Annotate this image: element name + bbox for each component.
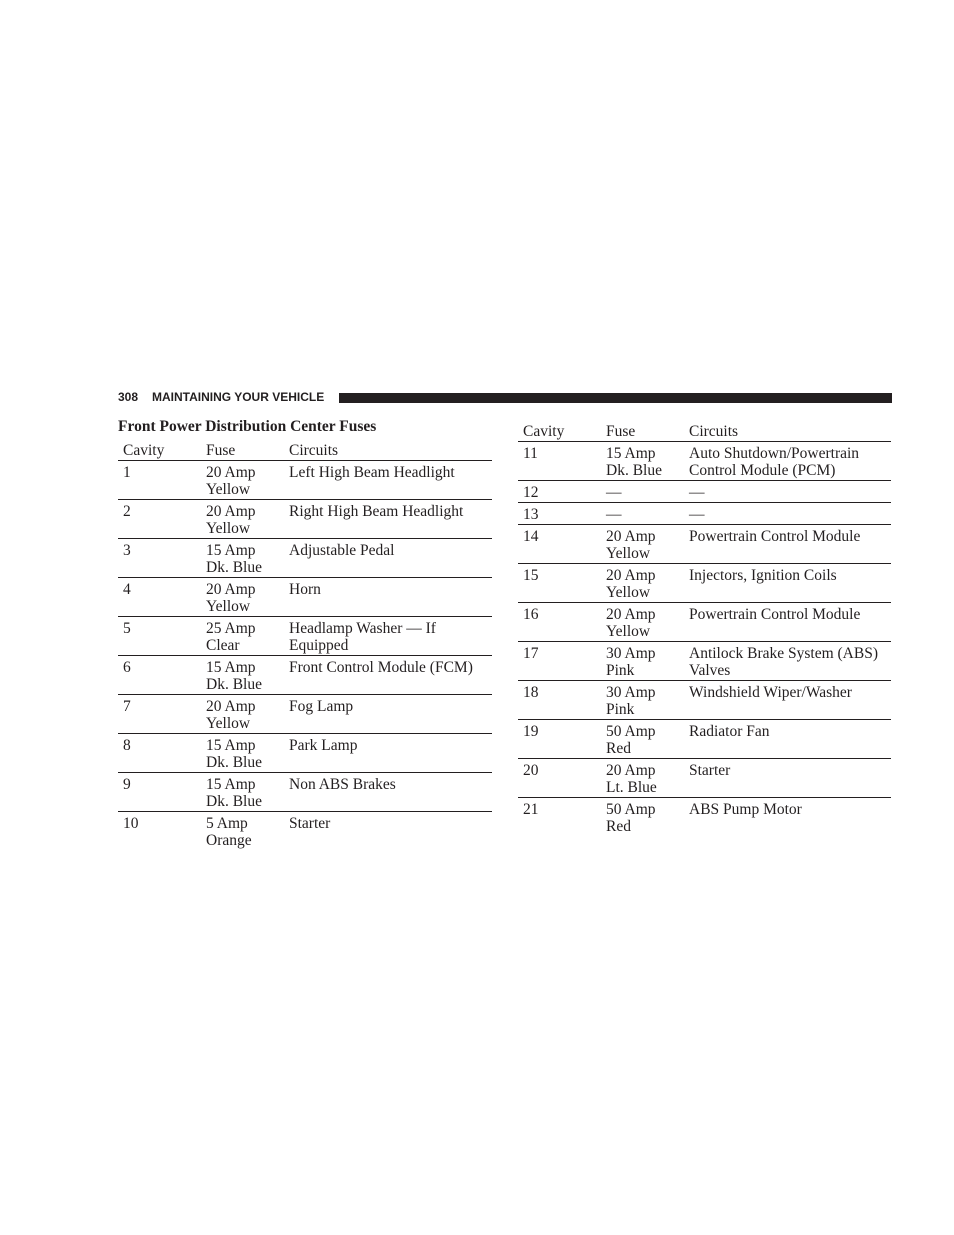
fuse-cell [601, 503, 684, 525]
cavity-cell [518, 603, 601, 642]
cavity-value: 3 [123, 542, 131, 559]
fuse-table-left [118, 442, 492, 850]
fuse-line: Dk. Blue [606, 462, 662, 479]
circuits-line: Park Lamp [289, 737, 358, 754]
fuse-cell [601, 798, 684, 837]
circuits-line: Radiator Fan [689, 723, 770, 740]
fuse-cell [601, 525, 684, 564]
fuse-line: Yellow [206, 481, 251, 498]
circuits-cell [284, 773, 492, 812]
cavity-cell [518, 798, 601, 837]
circuits-cell [284, 695, 492, 734]
fuse-header: Fuse [601, 423, 684, 442]
fuse-line: 20 Amp [206, 464, 256, 481]
circuits-line: Equipped [289, 637, 349, 654]
cavity-value: 1 [123, 464, 131, 481]
circuits-cell [284, 812, 492, 851]
table-row [118, 734, 492, 773]
circuits-line: — [689, 506, 705, 523]
fuse-line: Dk. Blue [206, 793, 262, 810]
fuse-line: — [606, 484, 622, 501]
fuse-cell [201, 734, 284, 773]
circuits-line: Headlamp Washer — If [289, 620, 436, 637]
table-row [118, 461, 492, 500]
fuse-cell [201, 695, 284, 734]
circuits-line: Injectors, Ignition Coils [689, 567, 837, 584]
cavity-value: 13 [523, 506, 539, 523]
fuse-line: 20 Amp [206, 698, 256, 715]
circuits-header: Circuits [284, 442, 492, 461]
circuits-line: ABS Pump Motor [689, 801, 802, 818]
fuse-line: 20 Amp [606, 567, 656, 584]
circuits-line: — [689, 484, 705, 501]
fuse-line: 20 Amp [206, 503, 256, 520]
circuits-cell [684, 564, 891, 603]
section-title: MAINTAINING YOUR VEHICLE [152, 390, 325, 404]
cavity-value: 14 [523, 528, 539, 545]
table-row [118, 617, 492, 656]
circuits-cell [684, 481, 891, 503]
cavity-value: 5 [123, 620, 131, 637]
circuits-line: Auto Shutdown/Powertrain [689, 445, 860, 462]
circuits-line: Starter [689, 762, 731, 779]
table-row [118, 500, 492, 539]
cavity-cell [518, 503, 601, 525]
table-row [518, 798, 891, 837]
cavity-value: 7 [123, 698, 131, 715]
cavity-cell [118, 578, 201, 617]
table-row [118, 656, 492, 695]
cavity-cell [118, 539, 201, 578]
fuse-line: Yellow [206, 598, 251, 615]
table-row [118, 695, 492, 734]
fuse-table-right [518, 423, 891, 836]
table-row [118, 812, 492, 851]
fuse-line: Pink [606, 701, 635, 718]
table-row [118, 578, 492, 617]
fuse-line: Red [606, 740, 631, 757]
cavity-cell [518, 442, 601, 481]
fuse-cell [201, 461, 284, 500]
fuse-cell [601, 720, 684, 759]
fuse-line: 30 Amp [606, 645, 656, 662]
page-number: 308 [118, 390, 139, 404]
cavity-cell [118, 500, 201, 539]
cavity-cell [118, 461, 201, 500]
fuse-line: 20 Amp [606, 528, 656, 545]
cavity-value: 10 [123, 815, 139, 832]
cavity-header: Cavity [518, 423, 601, 442]
circuits-line: Powertrain Control Module [689, 528, 861, 545]
fuse-cell [601, 564, 684, 603]
circuits-line: Powertrain Control Module [689, 606, 861, 623]
fuse-line: 20 Amp [606, 762, 656, 779]
fuse-cell [201, 539, 284, 578]
cavity-value: 8 [123, 737, 131, 754]
fuse-cell [201, 617, 284, 656]
circuits-cell [684, 642, 891, 681]
cavity-cell [518, 720, 601, 759]
fuse-line: 15 Amp [206, 776, 256, 793]
header-rule [339, 393, 892, 403]
cavity-cell [118, 773, 201, 812]
cavity-cell [118, 617, 201, 656]
fuse-line: 15 Amp [206, 542, 256, 559]
circuits-cell [684, 720, 891, 759]
cavity-value: 4 [123, 581, 131, 598]
cavity-header: Cavity [118, 442, 201, 461]
cavity-value: 20 [523, 762, 539, 779]
circuits-cell [284, 461, 492, 500]
fuse-line: 5 Amp [206, 815, 248, 832]
table-row [118, 539, 492, 578]
fuse-line: Yellow [606, 623, 651, 640]
circuits-cell [284, 734, 492, 773]
table-row [518, 442, 891, 481]
fuse-line: Dk. Blue [206, 676, 262, 693]
fuse-header: Fuse [201, 442, 284, 461]
cavity-value: 16 [523, 606, 539, 623]
fuse-cell [201, 812, 284, 851]
circuits-line: Horn [289, 581, 321, 598]
table-row [518, 503, 891, 525]
table-row [518, 759, 891, 798]
circuits-cell [284, 617, 492, 656]
circuits-line: Adjustable Pedal [289, 542, 395, 559]
circuits-line: Right High Beam Headlight [289, 503, 464, 520]
circuits-cell [284, 500, 492, 539]
fuse-cell [201, 656, 284, 695]
table-row [518, 681, 891, 720]
fuse-line: Red [606, 818, 631, 835]
fuse-line: 25 Amp [206, 620, 256, 637]
fuse-line: Yellow [606, 545, 651, 562]
cavity-value: 11 [523, 445, 538, 462]
fuse-cell [601, 603, 684, 642]
circuits-cell [684, 759, 891, 798]
cavity-cell [518, 642, 601, 681]
cavity-value: 17 [523, 645, 539, 662]
circuits-cell [284, 578, 492, 617]
circuits-cell [684, 681, 891, 720]
fuse-cell [601, 681, 684, 720]
table-row [518, 642, 891, 681]
circuits-line: Front Control Module (FCM) [289, 659, 473, 676]
fuse-cell [601, 759, 684, 798]
circuits-cell [284, 656, 492, 695]
fuse-line: 50 Amp [606, 801, 656, 818]
circuits-cell [684, 442, 891, 481]
table-row [518, 603, 891, 642]
fuse-line: Yellow [206, 715, 251, 732]
cavity-cell [518, 681, 601, 720]
fuse-cell [201, 773, 284, 812]
fuse-line: 15 Amp [606, 445, 656, 462]
cavity-value: 15 [523, 567, 539, 584]
cavity-cell [518, 481, 601, 503]
cavity-cell [518, 564, 601, 603]
table-row [518, 564, 891, 603]
cavity-value: 6 [123, 659, 131, 676]
fuse-line: 20 Amp [606, 606, 656, 623]
circuits-line: Windshield Wiper/Washer [689, 684, 852, 701]
table-header-row [118, 442, 492, 461]
cavity-cell [118, 695, 201, 734]
page-header [118, 390, 892, 404]
circuits-line: Control Module (PCM) [689, 462, 836, 479]
table-title: Front Power Distribution Center Fuses [118, 418, 377, 435]
circuits-cell [684, 798, 891, 837]
circuits-header: Circuits [684, 423, 891, 442]
cavity-value: 2 [123, 503, 131, 520]
cavity-cell [118, 656, 201, 695]
table-row [518, 525, 891, 564]
fuse-line: 15 Amp [206, 737, 256, 754]
cavity-value: 12 [523, 484, 539, 501]
table-row [518, 720, 891, 759]
fuse-line: Orange [206, 832, 252, 849]
fuse-line: 20 Amp [206, 581, 256, 598]
fuse-line: 50 Amp [606, 723, 656, 740]
circuits-cell [684, 525, 891, 564]
cavity-value: 21 [523, 801, 539, 818]
fuse-line: — [606, 506, 622, 523]
fuse-cell [601, 642, 684, 681]
cavity-value: 9 [123, 776, 131, 793]
circuits-line: Non ABS Brakes [289, 776, 396, 793]
circuits-line: Valves [689, 662, 731, 679]
fuse-line: 30 Amp [606, 684, 656, 701]
circuits-line: Fog Lamp [289, 698, 354, 715]
fuse-line: Dk. Blue [206, 754, 262, 771]
circuits-cell [284, 539, 492, 578]
cavity-value: 19 [523, 723, 539, 740]
cavity-cell [518, 525, 601, 564]
circuits-line: Antilock Brake System (ABS) [689, 645, 878, 662]
fuse-line: Yellow [606, 584, 651, 601]
fuse-line: Dk. Blue [206, 559, 262, 576]
circuits-cell [684, 603, 891, 642]
fuse-cell [201, 500, 284, 539]
circuits-line: Left High Beam Headlight [289, 464, 455, 481]
fuse-cell [201, 578, 284, 617]
cavity-cell [118, 812, 201, 851]
fuse-line: Yellow [206, 520, 251, 537]
circuits-line: Starter [289, 815, 331, 832]
table-row [118, 773, 492, 812]
fuse-line: 15 Amp [206, 659, 256, 676]
cavity-cell [518, 759, 601, 798]
table-header-row [518, 423, 891, 442]
table-row [518, 481, 891, 503]
fuse-cell [601, 481, 684, 503]
fuse-line: Clear [206, 637, 240, 654]
cavity-value: 18 [523, 684, 539, 701]
fuse-line: Pink [606, 662, 635, 679]
fuse-cell [601, 442, 684, 481]
circuits-cell [684, 503, 891, 525]
cavity-cell [118, 734, 201, 773]
fuse-line: Lt. Blue [606, 779, 657, 796]
